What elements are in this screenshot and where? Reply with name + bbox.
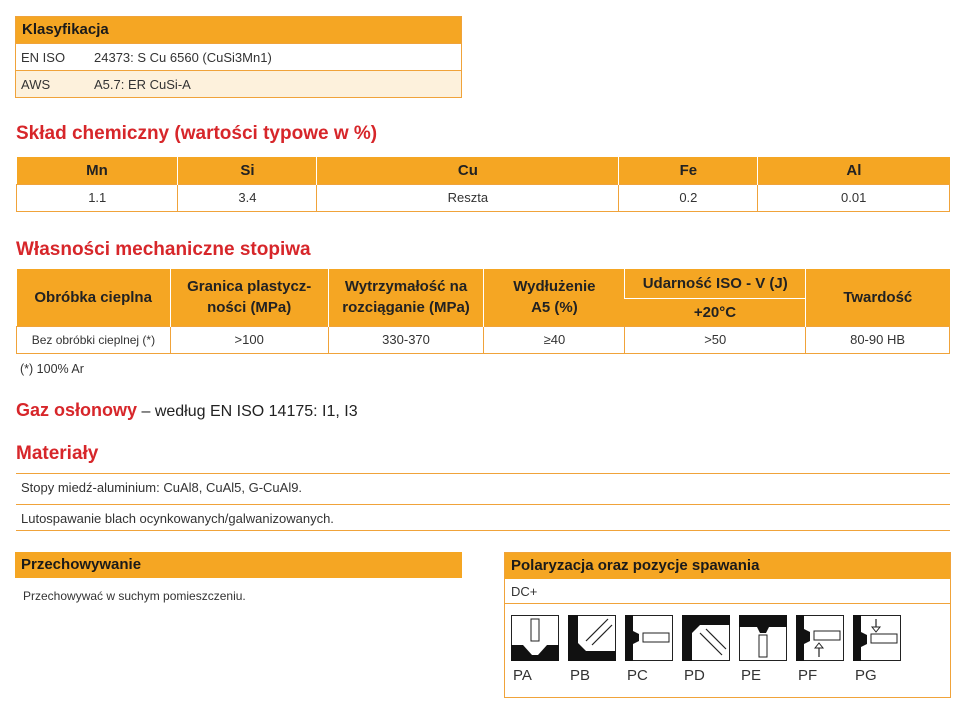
chemical-header: Al <box>758 157 950 184</box>
position-pc-icon <box>625 615 673 661</box>
gas-standard: – według EN ISO 14175: I1, I3 <box>137 403 358 420</box>
classification-standard: AWS <box>21 76 51 92</box>
polarity-box <box>504 552 951 698</box>
classification-value: A5.7: ER CuSi-A <box>94 76 191 92</box>
header-elongation <box>484 269 625 326</box>
position-pf-icon <box>796 615 844 661</box>
shielding-gas <box>16 400 358 421</box>
position-label: PB <box>570 667 591 684</box>
position-pa-icon <box>511 615 559 661</box>
position-pe-icon <box>739 615 787 661</box>
chemical-table <box>16 157 950 212</box>
chemical-value: 1.1 <box>17 184 178 211</box>
classification-row <box>16 43 461 70</box>
position-pe <box>739 615 787 684</box>
header-tensile <box>328 269 484 326</box>
storage-text: Przechowywać w suchym pomieszczeniu. <box>23 589 246 603</box>
mechanical-table <box>16 269 950 354</box>
classification-box <box>15 16 462 98</box>
header-elong-line2: A5 (%) <box>531 299 578 317</box>
materials-item: Stopy miedź-aluminium: CuAl8, CuAl5, G-CuAl9. <box>16 473 950 500</box>
chemical-header: Si <box>178 157 317 184</box>
mech-hardness: 80-90 HB <box>806 326 950 353</box>
chemical-value: 3.4 <box>178 184 317 211</box>
header-yield <box>170 269 328 326</box>
header-impact: Udarność ISO - V (J) <box>625 269 806 298</box>
classification-standard: EN ISO <box>21 49 66 65</box>
position-pd <box>682 615 730 684</box>
header-tensile-line2: rozciąganie (MPa) <box>342 299 470 317</box>
chemical-title: Skład chemiczny (wartości typowe w %) <box>16 123 378 144</box>
materials-item: Lutospawanie blach ocynkowanych/galwanizowanych. <box>16 504 950 531</box>
classification-value: 24373: S Cu 6560 (CuSi3Mn1) <box>94 49 272 65</box>
polarity-current: DC+ <box>505 579 950 604</box>
classification-row <box>16 70 461 97</box>
position-pd-icon <box>682 615 730 661</box>
chemical-value: Reszta <box>317 184 619 211</box>
position-label: PE <box>741 667 762 684</box>
chemical-value: 0.01 <box>758 184 950 211</box>
welding-positions <box>511 615 901 684</box>
position-label: PG <box>855 667 877 684</box>
header-elong-line1: Wydłużenie <box>513 278 596 296</box>
chemical-header: Fe <box>619 157 758 184</box>
materials-title: Materiały <box>16 443 99 464</box>
position-pb <box>568 615 616 684</box>
position-label: PF <box>798 667 818 684</box>
chemical-header: Cu <box>317 157 619 184</box>
gas-title: Gaz osłonowy <box>16 400 138 420</box>
storage-title: Przechowywanie <box>15 552 462 578</box>
position-pg-icon <box>853 615 901 661</box>
position-pf <box>796 615 844 684</box>
mech-yield: >100 <box>170 326 328 353</box>
header-impact-temp: +20°C <box>625 298 806 326</box>
footnote: (*) 100% Ar <box>20 362 84 376</box>
chemical-header: Mn <box>86 161 108 179</box>
polarity-title: Polaryzacja oraz pozycje spawania <box>505 553 950 579</box>
position-pb-icon <box>568 615 616 661</box>
header-yield-line2: ności (MPa) <box>207 299 292 317</box>
mech-elongation: ≥40 <box>484 326 625 353</box>
classification-title: Klasyfikacja <box>16 17 461 43</box>
chemical-value: 0.2 <box>619 184 758 211</box>
header-hardness: Twardość <box>806 269 950 326</box>
header-treatment: Obróbka cieplna <box>34 288 152 306</box>
mech-treatment: Bez obróbki cieplnej (*) <box>17 326 171 353</box>
position-pc <box>625 615 673 684</box>
mech-tensile: 330-370 <box>328 326 484 353</box>
position-label: PA <box>513 667 532 684</box>
header-tensile-line1: Wytrzymałość na <box>344 278 468 296</box>
position-label: PD <box>684 667 705 684</box>
position-pg <box>853 615 901 684</box>
mechanical-title: Własności mechaniczne stopiwa <box>16 239 311 260</box>
mech-impact: >50 <box>625 326 806 353</box>
position-pa <box>511 615 559 684</box>
header-yield-line1: Granica plastycz- <box>187 278 312 296</box>
position-label: PC <box>627 667 648 684</box>
